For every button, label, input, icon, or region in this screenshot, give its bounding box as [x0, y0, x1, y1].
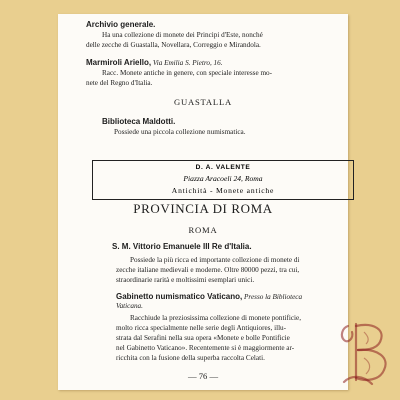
vaticano-location: Presso la Biblioteca — [242, 293, 303, 301]
advert-name: D. A. VALENTE — [195, 164, 251, 171]
vittorio-line-1: Possiede la più ricca ed importante collezione di monete di — [130, 256, 300, 264]
vittorio-heading: S. M. Vittorio Emanuele III Re d'Italia. — [112, 242, 252, 251]
maldotti-line-1: Possiede una piccola collezione numismatica. — [114, 128, 246, 136]
advert-address: Piazza Aracoeli 24, Roma — [183, 174, 263, 183]
vaticano-line-5: ricchita con la fusione della superba raccolta Celati. — [116, 354, 265, 362]
marmiroli-heading-row — [86, 58, 223, 69]
province-title: PROVINCIA DI ROMA — [133, 201, 273, 216]
archivio-line-2: delle zecche di Guastalla, Novellara, Correggio e Mirandola. — [86, 41, 261, 49]
city-guastalla: GUASTALLA — [173, 97, 233, 107]
vaticano-line-1: Racchiude la preziosissima collezione di monete pontificie, — [130, 314, 302, 322]
vittorio-line-3: straordinarie rarità e moltissimi esemplari unici. — [116, 276, 255, 284]
maldotti-heading: Biblioteca Maldotti. — [102, 117, 176, 126]
vaticano-line-3: strata dal Serafini nella sua opera «Monete e bolle Pontificie — [116, 334, 290, 342]
vittorio-line-2: zecche italiane medievali e moderne. Oltre 80000 pezzi, tra cui, — [116, 266, 300, 274]
vaticano-line-2: molto ricca specialmente nelle serie degli Antiquiores, illu- — [116, 324, 287, 332]
advert-tagline: Antichità - Monete antiche — [171, 186, 275, 195]
archivio-line-1: Ha una collezione di monete dei Principi d'Este, nonché — [102, 31, 263, 39]
marmiroli-line-2: nete del Regno d'Italia. — [86, 79, 153, 87]
marmiroli-address: Via Emilia S. Pietro, 16. — [151, 59, 223, 67]
vaticano-location-2: Vaticana. — [116, 302, 143, 310]
vaticano-heading: Gabinetto numismatico Vaticano, — [116, 292, 243, 301]
vaticano-line-4: nel Gabinetto Vaticano». Recentemente si è maggiormente ar- — [116, 344, 295, 352]
advert-box — [92, 160, 354, 200]
vaticano-heading-row — [116, 292, 302, 303]
city-roma: ROMA — [188, 225, 218, 235]
page-number: — 76 — — [187, 371, 219, 381]
marmiroli-heading: Marmiroli Ariello, — [86, 58, 152, 67]
archivio-heading: Archivio generale. — [86, 20, 156, 29]
monogram-watermark — [334, 318, 396, 388]
marmiroli-line-1: Racc. Monete antiche in genere, con speciale interesse mo- — [102, 69, 273, 77]
book-page — [58, 14, 348, 390]
